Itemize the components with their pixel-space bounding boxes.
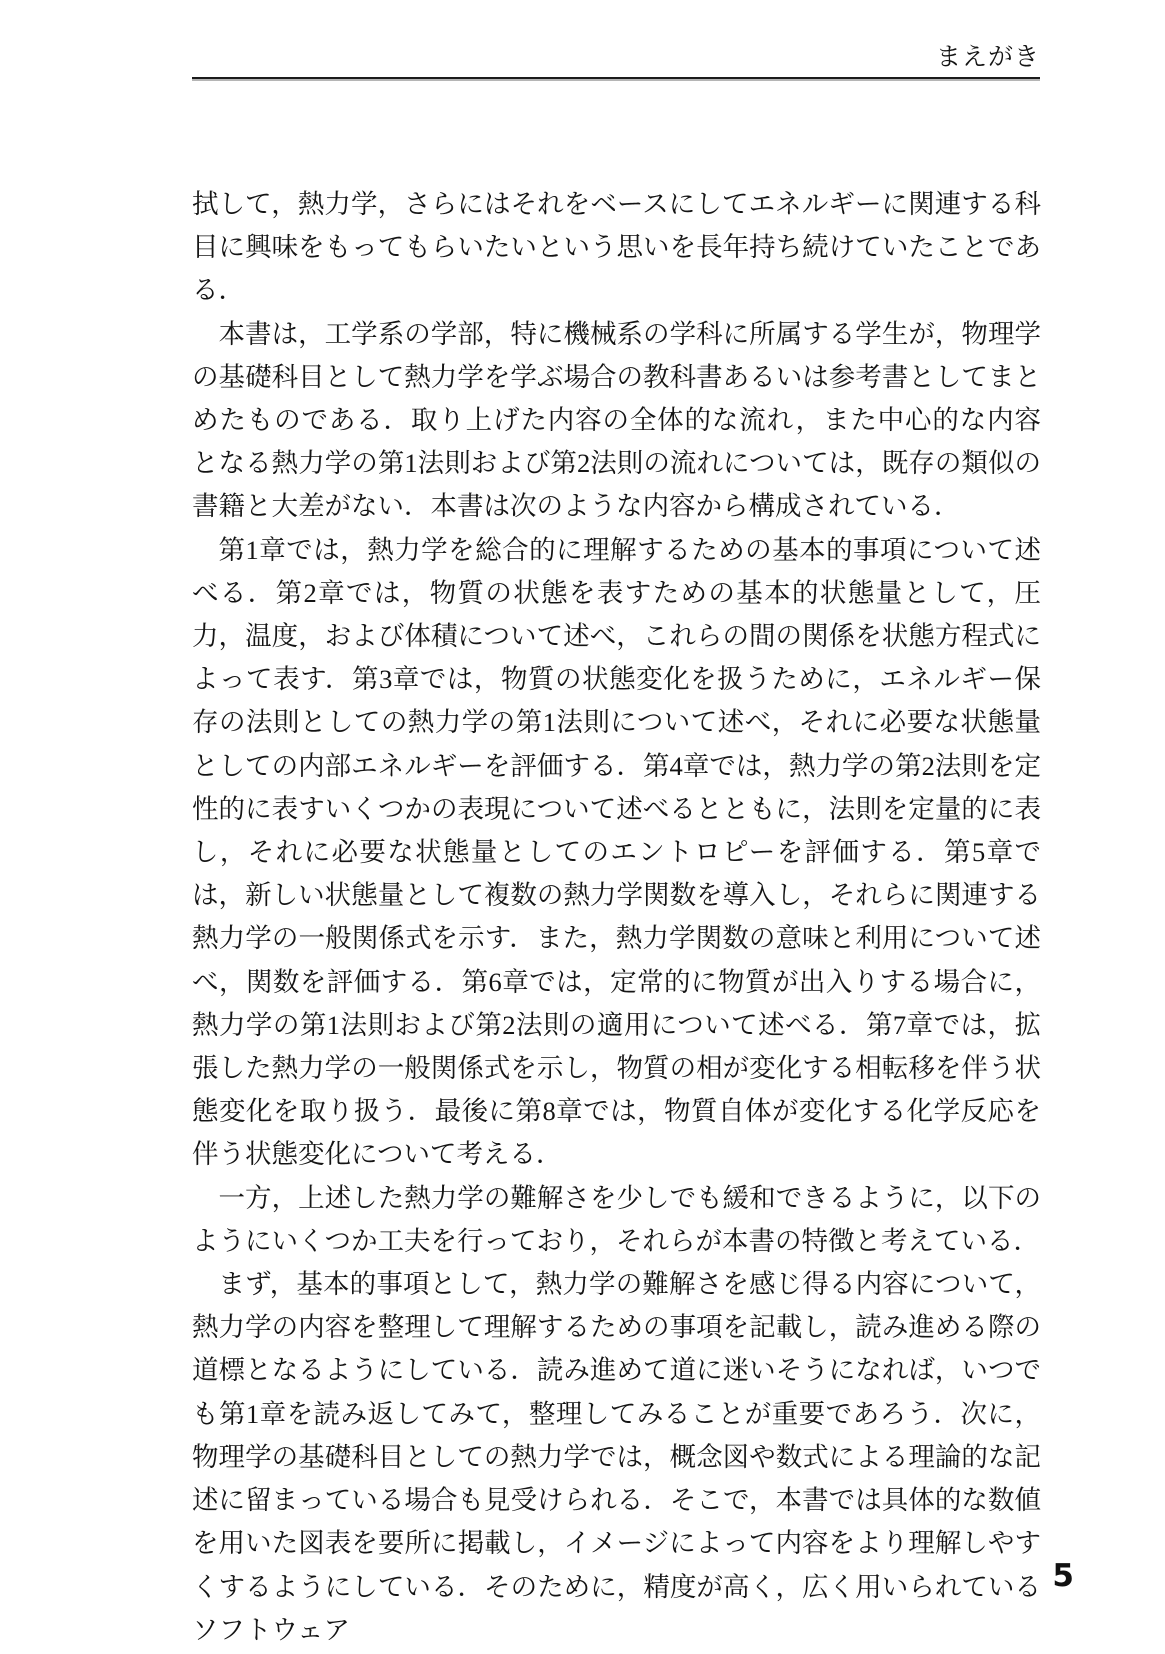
paragraph-continuation: 拭して，熱力学，さらにはそれをベースにしてエネルギーに関連する科目に興味をもってもらいたいという思いを長年持ち続けていたことである． (192, 189, 1041, 306)
header-rule (192, 77, 1040, 81)
paragraph-features-intro: 一方，上述した熱力学の難解さを少しでも緩和できるように，以下のようにいくつか工夫を行っており，それらが本書の特徴と考えている． (192, 1182, 1041, 1256)
page-number: 5 (1052, 1558, 1074, 1594)
paragraph-features-detail: まず，基本的事項として，熱力学の難解さを感じ得る内容について，熱力学の内容を整理して理解するための事項を記載し，読み進める際の道標となるようにしている．読み進めて道に迷いそうになれば，いつでも第1章を読み返してみて，整理してみることが重要であろう．次に，物理学の基礎科目としての熱力学では，概念図や数式による理論的な記述に留まっている場合も見受けられる．そこで，本書では具体的な数値を用いた図表を要所に掲載し，イメージによって内容をより理解しやすくするようにしている．そのために，精度が高く，広く用いられているソフトウェア (192, 1269, 1041, 1645)
body-text (192, 183, 1041, 1652)
paragraph-chapter-summary: 第1章では，熱力学を総合的に理解するための基本的事項について述べる．第2章では，物質の状態を表すための基本的状態量として，圧力，温度，および体積について述べ，これらの間の関係を状態方程式によって表す．第3章では，物質の状態変化を扱うために，エネルギー保存の法則としての熱力学の第1法則について述べ，それに必要な状態量としての内部エネルギーを評価する．第4章では，熱力学の第2法則を定性的に表すいくつかの表現について述べるとともに，法則を定量的に表し，それに必要な状態量としてのエントロピーを評価する．第5章では，新しい状態量として複数の熱力学関数を導入し，それらに関連する熱力学の一般関係式を示す．また，熱力学関数の意味と利用について述べ，関数を評価する．第6章では，定常的に物質が出入りする場合に，熱力学の第1法則および第2法則の適用について述べる．第7章では，拡張した熱力学の一般関係式を示し，物質の相が変化する相転移を伴う状態変化を取り扱う．最後に第8章では，物質自体が変化する化学反応を伴う状態変化について考える． (192, 534, 1041, 1170)
paragraph-book-overview: 本書は，工学系の学部，特に機械系の学科に所属する学生が，物理学の基礎科目として熱力学を学ぶ場合の教科書あるいは参考書としてまとめたものである．取り上げた内容の全体的な流れ，また中心的な内容となる熱力学の第1法則および第2法則の流れについては，既存の類似の書籍と大差がない．本書は次のような内容から構成されている． (192, 318, 1041, 522)
running-head-title: まえがき (935, 42, 1040, 71)
